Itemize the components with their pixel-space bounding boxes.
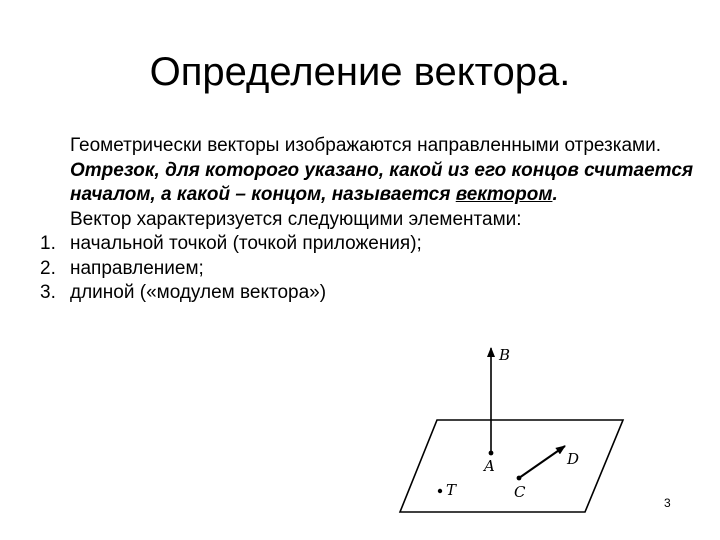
vector-cd [519, 446, 565, 478]
point-c [517, 476, 522, 481]
list-item-number: 3. [40, 282, 56, 303]
list-item-text: длиной («модулем вектора») [70, 282, 327, 303]
label-a: A [484, 457, 495, 475]
definition-end: . [552, 184, 558, 205]
label-b: B [499, 346, 511, 364]
definition-emphasis-text: Отрезок, для которого указано, какой из его концов считается началом, а какой – концом, называется [70, 159, 694, 205]
point-a [489, 451, 494, 456]
vector-figure [395, 340, 630, 525]
list-item-text: начальной точкой (точкой приложения); [70, 233, 422, 254]
list-item [40, 281, 700, 306]
label-d: D [567, 450, 580, 468]
label-c: C [514, 483, 526, 501]
list-item-number: 2. [40, 257, 56, 279]
list-item [40, 257, 700, 282]
slide-body [40, 134, 700, 306]
definition-term: вектором [455, 184, 553, 205]
slide-title: Определение вектора. [149, 50, 571, 94]
point-t [438, 489, 442, 493]
list-item-number: 1. [40, 233, 56, 254]
list-item-text: направлением; [70, 257, 204, 279]
list-item [40, 232, 700, 257]
definition-plain-text: Геометрически векторы изображаются направленными отрезками. [70, 135, 662, 156]
definition-paragraph [40, 134, 700, 208]
characteristics-intro: Вектор характеризуется следующими элементами: [70, 208, 522, 230]
plane-parallelogram [400, 420, 623, 512]
slide-number: 3 [664, 496, 671, 510]
characteristics-list [40, 232, 700, 306]
label-t: T [446, 481, 457, 499]
